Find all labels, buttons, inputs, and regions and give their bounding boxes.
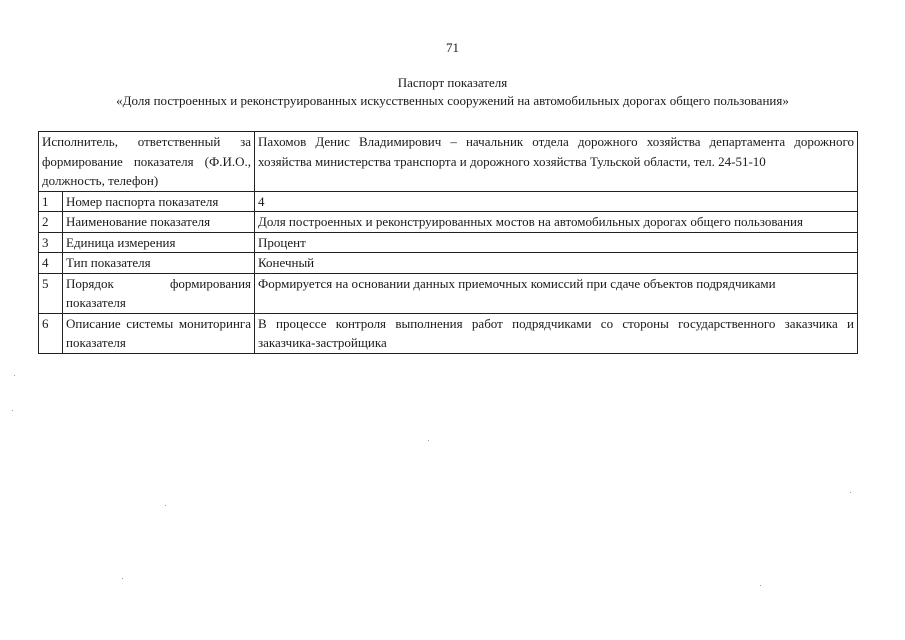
table-row-executor bbox=[39, 132, 858, 192]
row-value: 4 bbox=[255, 191, 858, 212]
row-label: Описание системы мониторинга показателя bbox=[63, 313, 255, 353]
executor-label: Исполнитель, ответственный за формирование показателя (Ф.И.О., должность, телефон) bbox=[39, 132, 255, 192]
row-number: 2 bbox=[39, 212, 63, 233]
table-row bbox=[39, 232, 858, 253]
row-value: Конечный bbox=[255, 253, 858, 274]
row-label: Наименование показателя bbox=[63, 212, 255, 233]
indicator-passport-table bbox=[38, 131, 858, 354]
document-title bbox=[0, 74, 905, 110]
row-label: Порядок формирования показателя bbox=[63, 273, 255, 313]
scan-speck bbox=[12, 410, 13, 411]
row-number: 3 bbox=[39, 232, 63, 253]
row-value: В процессе контроля выполнения работ подрядчиками со стороны государственного заказчика и заказчика-застройщика bbox=[255, 313, 858, 353]
table-row bbox=[39, 212, 858, 233]
scan-speck bbox=[850, 492, 851, 493]
row-number: 1 bbox=[39, 191, 63, 212]
row-number: 6 bbox=[39, 313, 63, 353]
row-value: Процент bbox=[255, 232, 858, 253]
row-label: Тип показателя bbox=[63, 253, 255, 274]
table-row bbox=[39, 273, 858, 313]
scan-speck bbox=[760, 585, 761, 586]
executor-value: Пахомов Денис Владимирович – начальник отдела дорожного хозяйства департамента дорожного хозяйства министерства транспорта и дорожного хозяйства Тульской области, тел. 24-51-10 bbox=[255, 132, 858, 192]
table-row bbox=[39, 313, 858, 353]
title-line-2: «Доля построенных и реконструированных искусственных сооружений на автомобильных дорогах общего пользования» bbox=[116, 93, 789, 108]
row-number: 4 bbox=[39, 253, 63, 274]
scan-speck bbox=[122, 578, 123, 579]
table-row bbox=[39, 191, 858, 212]
row-label: Единица измерения bbox=[63, 232, 255, 253]
scan-speck bbox=[428, 440, 429, 441]
row-value: Формируется на основании данных приемочных комиссий при сдаче объектов подрядчиками bbox=[255, 273, 858, 313]
table-row bbox=[39, 253, 858, 274]
row-value: Доля построенных и реконструированных мостов на автомобильных дорогах общего пользования bbox=[255, 212, 858, 233]
row-number: 5 bbox=[39, 273, 63, 313]
row-label: Номер паспорта показателя bbox=[63, 191, 255, 212]
page-number: 71 bbox=[446, 40, 459, 55]
title-line-1: Паспорт показателя bbox=[397, 75, 508, 90]
scan-speck bbox=[14, 375, 15, 376]
scan-speck bbox=[165, 505, 166, 506]
